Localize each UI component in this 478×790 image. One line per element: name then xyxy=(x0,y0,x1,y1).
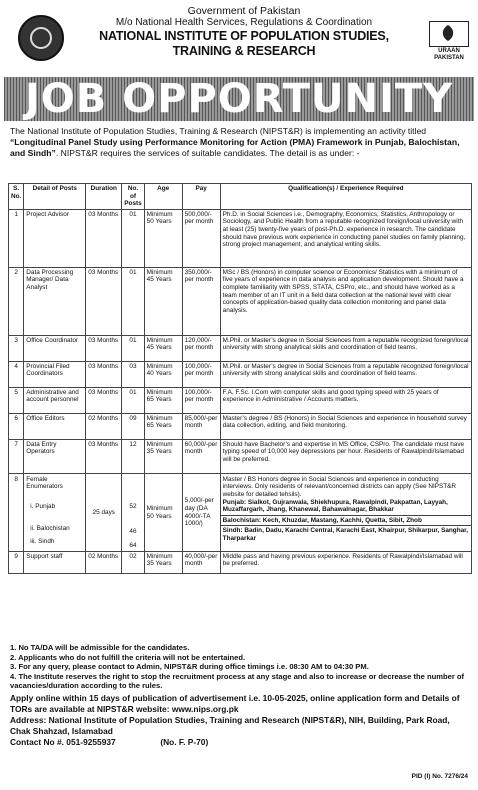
cell-duration: 03 Months xyxy=(86,209,122,267)
cell-posts: 09 xyxy=(122,413,144,439)
cell-posts xyxy=(122,473,144,551)
cell-duration: 02 Months xyxy=(86,551,122,573)
cell-sno: 1 xyxy=(9,209,24,267)
cell-qualification: M.Phil. or Master’s degree in Social Sciences from a reputable recognized foreign/local university with strong analytical skills and coordination of field teams. xyxy=(220,335,471,361)
advertisement-page xyxy=(4,3,474,787)
contact-number: Contact No #. 051-9255937 xyxy=(10,737,116,747)
cell-duration: 03 Months xyxy=(86,361,122,387)
cell-sno: 8 xyxy=(9,473,24,551)
cell-qualification: Should have Bachelor’s and expertise in MS Office, CSPro. The candidate must have typing speed of 10,000 key depressions per hour. Residents of Rawalpindi/Islamabad will be preferred. xyxy=(220,439,471,473)
sindh-districts: Sindh: Badin, Dadu, Karachi Central, Karachi East, Khairpur, Shikarpur, Sanghar, Tharparkar xyxy=(221,525,471,542)
job-opportunity-banner: JOB OPPORTUNITY xyxy=(4,77,474,121)
cell-post: Office Coordinator xyxy=(24,335,86,361)
file-number: (No. F. P-70) xyxy=(160,737,209,747)
activity-title: “Longitudinal Panel Study using Performance Monitoring for Action (PMA) Framework in Punjab, Balochistan, and Sindh” xyxy=(10,137,460,158)
cell-sno: 7 xyxy=(9,439,24,473)
apply-section xyxy=(10,693,470,748)
cell-post: Support staff xyxy=(24,551,86,573)
note-item: 2. Applicants who do not fulfill the criteria will not be entertained. xyxy=(10,652,246,662)
institute-name-line2: TRAINING & RESEARCH xyxy=(172,44,316,58)
sub-item-posts: 64 xyxy=(129,541,137,549)
cell-duration: 25 days xyxy=(86,473,122,551)
cell-duration: 03 Months xyxy=(86,387,122,413)
cell-age: Minimum 35 Years xyxy=(144,439,182,473)
col-header: Age xyxy=(144,184,182,210)
sub-item-label: ii. Balochistan xyxy=(30,524,70,532)
cell-pay: 100,000/-per month xyxy=(182,387,220,413)
institute-name-line1: NATIONAL INSTITUTE OF POPULATION STUDIES, xyxy=(99,29,389,43)
cell-duration: 03 Months xyxy=(86,439,122,473)
cell-age: Minimum 35 Years xyxy=(144,551,182,573)
sub-item-label: i. Punjab xyxy=(30,502,56,510)
cell-duration: 03 Months xyxy=(86,267,122,335)
table-row-enumerators xyxy=(9,473,472,551)
table-row xyxy=(9,209,472,267)
cell-post: Project Advisor xyxy=(24,209,86,267)
cell-posts: 01 xyxy=(122,209,144,267)
cell-qualification: Master’s degree / BS (Honors) in Social Sciences and experience in household survey data collection, editing, and field monitoring. xyxy=(220,413,471,439)
cell-post: Data Processing Manager/ Data Analyst xyxy=(24,267,86,335)
cell-posts: 01 xyxy=(122,387,144,413)
cell-sno: 5 xyxy=(9,387,24,413)
cell-pay: 350,000/-per month xyxy=(182,267,220,335)
cell-sno: 4 xyxy=(9,361,24,387)
cell-age: Minimum 65 Years xyxy=(144,413,182,439)
ministry-label: M/o National Health Services, Regulations & Coordination xyxy=(115,17,373,28)
cell-qualification: Ph.D. in Social Sciences i.e., Demography, Economics, Statistics, Anthropology or Sociology, and Public Health from a reputable recognized foreign/local university with at least (25) twenty-five years of post-Ph.D. experience in research. The candidate should have previous work experience in conducting panel studies on family planning, strong project management, and analytical writing skills. xyxy=(220,209,471,267)
col-header: S. No. xyxy=(9,184,24,210)
table-row xyxy=(9,387,472,413)
cell-age: Minimum 65 Years xyxy=(144,387,182,413)
table-row xyxy=(9,551,472,573)
cell-duration: 03 Months xyxy=(86,335,122,361)
col-header: Qualification(s) / Experience Required xyxy=(220,184,471,210)
cell-posts: 12 xyxy=(122,439,144,473)
cell-post: Office Editors xyxy=(24,413,86,439)
government-label: Government of Pakistan xyxy=(187,5,301,17)
table-row xyxy=(9,361,472,387)
enumerators-qualification: Master / BS Honors degree in Social Sciences and experience in conducting interviews. Only residents of relevant/concerned districts can apply (See NIPST&R website for detailed tehsils). xyxy=(222,475,457,498)
cell-qualification: MSc / BS (Honors) in computer science or Economics/ Statistics with a minimum of five years of experience in data analysis and application development. Should have a complete familiarity with SPSS, STATA, CSPro, etc., and should have worked as a team member of an IT unit in a field data collection at the national level with clear concepts of application-based quality data collection monitoring and panel data analysis. xyxy=(220,267,471,335)
cell-age: Minimum 50 Years xyxy=(144,209,182,267)
logo-text2: PAKISTAN xyxy=(434,55,464,61)
cell-pay: 100,000/-per month xyxy=(182,361,220,387)
sub-item-posts: 52 xyxy=(129,502,137,510)
col-header: No. of Posts xyxy=(122,184,144,210)
cell-pay: 120,000/-per month xyxy=(182,335,220,361)
cell-sno: 6 xyxy=(9,413,24,439)
cell-post: Data Entry Operators xyxy=(24,439,86,473)
cell-qualification xyxy=(220,473,471,551)
cell-qualification: Middle pass and having previous experience. Residents of Rawalpindi/Islamabad will be preferred. xyxy=(220,551,471,573)
cell-pay: 500,000/-per month xyxy=(182,209,220,267)
cell-post: Administrative and account personnel xyxy=(24,387,86,413)
cell-age: Minimum 50 Years xyxy=(144,473,182,551)
col-header: Pay xyxy=(182,184,220,210)
cell-posts: 03 xyxy=(122,361,144,387)
intro-text2: . NIPST&R requires the services of suitable candidates. The detail is as under: - xyxy=(55,148,360,158)
contact-line xyxy=(10,737,470,748)
uraan-logo-icon xyxy=(429,21,469,47)
cell-sno: 2 xyxy=(9,267,24,335)
posts-table xyxy=(8,183,472,574)
cell-posts: 01 xyxy=(122,335,144,361)
cell-pay: 40,000/-per month xyxy=(182,551,220,573)
cell-pay: 5,000/-per day (DA 4000/-TA 1000/) xyxy=(182,473,220,551)
table-row xyxy=(9,439,472,473)
logo-text1: URAAN xyxy=(438,48,460,54)
col-header: Duration xyxy=(86,184,122,210)
intro-paragraph xyxy=(10,126,470,159)
sub-item-posts: 46 xyxy=(129,528,137,536)
col-header: Detail of Posts xyxy=(24,184,86,210)
cell-duration: 02 Months xyxy=(86,413,122,439)
cell-sno: 3 xyxy=(9,335,24,361)
table-header-row xyxy=(9,184,472,210)
cell-age: Minimum 45 Years xyxy=(144,335,182,361)
table-row xyxy=(9,335,472,361)
cell-age: Minimum 40 Years xyxy=(144,361,182,387)
sub-item-label: iii. Sindh xyxy=(30,538,55,546)
table-row xyxy=(9,267,472,335)
header xyxy=(4,3,474,75)
cell-qualification: M.Phil. or Master’s degree in Social Sciences from a reputable recognized foreign/local university with strong analytical skills and coordination of field teams. xyxy=(220,361,471,387)
cell-age: Minimum 45 Years xyxy=(144,267,182,335)
government-emblem-icon xyxy=(18,15,64,61)
uraan-pakistan-logo xyxy=(428,21,470,67)
cell-pay: 85,000/-per month xyxy=(182,413,220,439)
enumerators-title: Female Enumerators xyxy=(26,475,63,491)
note-item: 3. For any query, please contact to Admin, NIPST&R during office timings i.e. 08:30 AM to 04:30 PM. xyxy=(10,662,369,672)
table-row xyxy=(9,413,472,439)
header-text xyxy=(66,5,422,59)
apply-instructions: Apply online within 15 days of publication of advertisement i.e. 10-05-2025, online application form and Details of TORs are available at NIPST&R website: www.nips.org.pk xyxy=(10,693,460,714)
cell-post: Provincial Filed Coordinators xyxy=(24,361,86,387)
balochistan-districts: Balochistan: Kech, Khuzdar, Mastang, Kachhi, Quetta, Sibit, Zhob xyxy=(221,515,471,525)
note-item: 4. The Institute reserves the right to stop the recruitment process at any stage and also to increase or decrease the number of vacancies/duration according to the rules. xyxy=(10,671,465,691)
note-item: 1. No TA/DA will be admissible for the candidates. xyxy=(10,643,190,652)
address: Address: National Institute of Population Studies, Training and Research (NIPST&R), NIH, Building, Park Road, Chak Shahzad, Islamabad xyxy=(10,715,450,736)
notes-list xyxy=(10,643,470,691)
cell-post xyxy=(24,473,86,551)
cell-qualification: F.A, F.Sc. I.Com with computer skills and good typing speed with 25 years of experience in Administrative / Accounts matters. xyxy=(220,387,471,413)
cell-posts: 01 xyxy=(122,267,144,335)
intro-text1: The National Institute of Population Studies, Training & Research (NIPST&R) is implementing an activity titled xyxy=(10,126,427,136)
cell-posts: 02 xyxy=(122,551,144,573)
cell-sno: 9 xyxy=(9,551,24,573)
cell-pay: 60,000/-per month xyxy=(182,439,220,473)
pid-number: PID (I) No. 7276/24 xyxy=(411,773,468,780)
punjab-districts: Punjab: Sialkot, Gujranwala, Shiekhupura, Rawalpindi, Pakpattan, Layyah, Muzaffargarh, Jhang, Khanewal, Bahawalnagar, Bhakkar xyxy=(222,498,448,514)
